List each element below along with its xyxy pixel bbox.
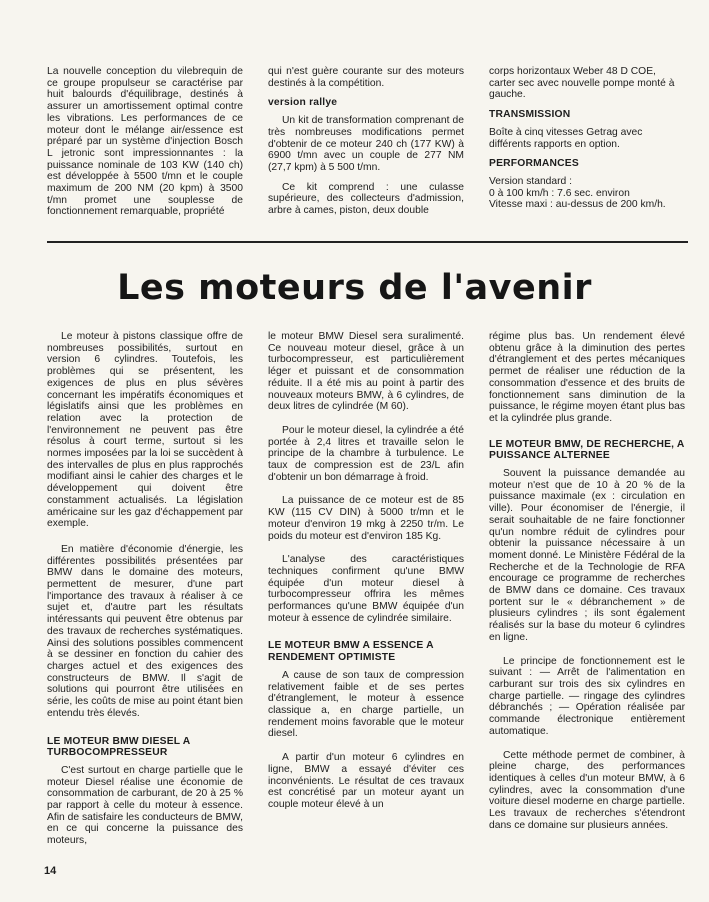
article-column-1 — [47, 331, 243, 855]
article-column-2 — [268, 331, 464, 819]
section-heading: PERFORMANCES — [489, 158, 579, 170]
paragraph: qui n'est guère courante sur des moteurs destinés à la compétition. — [268, 66, 464, 89]
spec-line: 0 à 100 km/h : 7.6 sec. environ — [489, 187, 630, 199]
top-column-2 — [268, 66, 464, 225]
top-column-1 — [47, 66, 243, 226]
paragraph: A partir d'un moteur 6 cylindres en ligne, BMW a essayé d'éviter ces inconvénients. Le résultat de ces travaux est concrétisé par un moteur ayant un couple moteur élevé à un — [268, 752, 464, 810]
paragraph: régime plus bas. Un rendement élevé obtenu grâce à la diminution des pertes d'étranglement et des pertes mécaniques permet de réaliser une réduction de la consommation d'essence et des bruits de fonctionnement sans diminution de la puissance, le régime moyen étant plus bas et la cylindrée plus grande. — [489, 331, 685, 424]
section-heading: LE MOTEUR BMW, DE RECHERCHE, A PUISSANCE ALTERNEE — [489, 438, 685, 462]
paragraph: corps horizontaux Weber 48 D COE, carter sec avec nouvelle pompe monté à gauche. — [489, 66, 675, 101]
spec-line: Vitesse maxi : au-dessus de 200 km/h. — [489, 199, 666, 211]
paragraph: En matière d'économie d'énergie, les différentes possibilités présentées par BMW dans le domaine des moteurs, permettent de mesurer, d'une part l'importance des travaux à réaliser à ce sujet et, d'autre part les résultats intéressants qui peuvent être obtenus par des travaux de recherches systématiques. Ainsi des solutions possibles commencent à se dessiner en fonction du cahier des charges actuel et des exigences des constructeurs de BMW. Il s'agit de solutions qui pourront être utilisées en série, les coûts de mise au point étant bien entendu très élevés. — [47, 543, 243, 719]
paragraph: le moteur BMW Diesel sera suralimenté. Ce nouveau moteur diesel, grâce à un turbocompresseur, est particulièrement léger et puissant et de consommation réduite. Il a été mis au point à partir des nouveaux moteurs BMW, à 6 cylindres, de deux litres de cylindrée (M 60). — [268, 331, 464, 413]
paragraph: Le principe de fonctionnement est le suivant : — Arrêt de l'alimentation en carburant sur trois des six cylindres en charge partielle. — ringage des cylindres débranchés ; — Opération réalisée par commande électronique entièrement automatique. — [489, 655, 685, 737]
section-heading: TRANSMISSION — [489, 109, 571, 121]
top-column-3 — [489, 66, 685, 211]
article-title: Les moteurs de l'avenir — [117, 268, 592, 308]
section-heading: version rallye — [268, 97, 338, 109]
section-heading: LE MOTEUR BMW A ESSENCE A RENDEMENT OPTIMISTE — [268, 640, 434, 664]
paragraph: La puissance de ce moteur est de 85 KW (115 CV DIN) à 5000 tr/mn et le moteur d'environ 19 mkg à 2250 tr/m. Le poids du moteur est d'environ 185 Kg. — [268, 495, 464, 542]
paragraph: C'est surtout en charge partielle que le moteur Diesel réalise une économie de consommation de carburant, de 20 à 25 % par rapport à celle du moteur à essence. Afin de satisfaire les conducteurs de BMW, en ce qui concerne la puissance des moteurs, — [47, 764, 243, 847]
paragraph: Un kit de transformation comprenant de très nombreuses modifications permet d'obtenir de ce moteur 240 ch (177 KW) à 6900 t/mn avec un couple de 277 NM (27,7 kpm) à 5 500 t/mn. — [268, 115, 464, 173]
paragraph: Ce kit comprend : une culasse supérieure, des collecteurs d'admission, arbre à cames, piston, deux double — [268, 181, 464, 217]
page-number: 14 — [44, 865, 57, 877]
paragraph: Boîte à cinq vitesses Getrag avec différents rapports en option. — [489, 126, 643, 150]
section-heading: LE MOTEUR BMW DIESEL A TURBOCOMPRESSEUR — [47, 735, 191, 759]
paragraph: L'analyse des caractéristiques techniques confirment qu'une BMW équipée d'un moteur diesel à turbocompresseur offrira les mêmes performances qu'une BMW équipée d'un moteur à essence de cylindrée similaire. — [268, 554, 464, 624]
spec-line: Version standard : — [489, 175, 572, 187]
paragraph: Pour le moteur diesel, la cylindrée a été portée à 2,4 litres et travaille selon le principe de la chambre à turbulence. Le taux de compression est de 23/L afin d'obtenir un bon démarrage à froid. — [268, 424, 464, 483]
article-column-3 — [489, 331, 685, 839]
paragraph: Le moteur à pistons classique offre de nombreuses possibilités, surtout en version 6 cylindres. Toutefois, les problèmes qui se présentent, les exigences de plus en plus sévères concernant les impératifs économiques et législatifs ainsi que les problèmes en relation avec la protection de l'environnement ne peuvent pas être résolus à court terme, surtout si les normes imposées par la loi se succèdent à des intervalles de plus en plus rapprochés modifiant ainsi le cahier des charges et le développement qui doivent être constamment actualisés. La législation américaine sur les gaz d'échappement par exemple. — [47, 331, 243, 530]
section-divider — [47, 241, 688, 243]
paragraph: A cause de son taux de compression relativement faible et de ses pertes d'étranglement, le moteur à essence classique a, en charge partielle, un rendement moins favorable que le moteur diesel. — [268, 669, 464, 740]
paragraph: Souvent la puissance demandée au moteur n'est que de 10 à 20 % de la puissance maximale (ex : circulation en ville). Pour économiser de l'énergie, il serait souhaitable de ne faire fonctionner qu'un nombre réduit de cylindres pour obtenir la puissance nécessaire à un moment donné. Le Ministère Fédéral de la Recherche et de la Technologie de RFA encourage ce programme de recherches de BMW dans ce domaine. Ces travaux portent sur le « débranchement » de plusieurs cylindres ; ils sont également réalisés sur la base du moteur 6 cylindres en ligne. — [489, 468, 685, 643]
paragraph: La nouvelle conception du vilebrequin de ce groupe propulseur se caractérise par huit balourds d'équilibrage, destinés à assurer un amortissement optimal contre les vibrations. Les performances de ce moteur dont le mélange air/essence est préparé par un système d'injection Bosch L jetronic sont impressionnantes : la puissance nominale de 103 KW (140 ch) est développée à 5500 t/mn et le couple maximum de 200 NM (20 kpm) à 3500 t/mn promet une souplesse de fonctionnement remarquable, propriété — [47, 66, 243, 218]
paragraph: Cette méthode permet de combiner, à pleine charge, des performances identiques à celles d'un moteur BMW, à 6 cylindres, avec la consommation d'une voiture diesel moderne en charge partielle. Les travaux de recherches s'étendront dans ce domaine sur plusieurs années. — [489, 749, 685, 831]
